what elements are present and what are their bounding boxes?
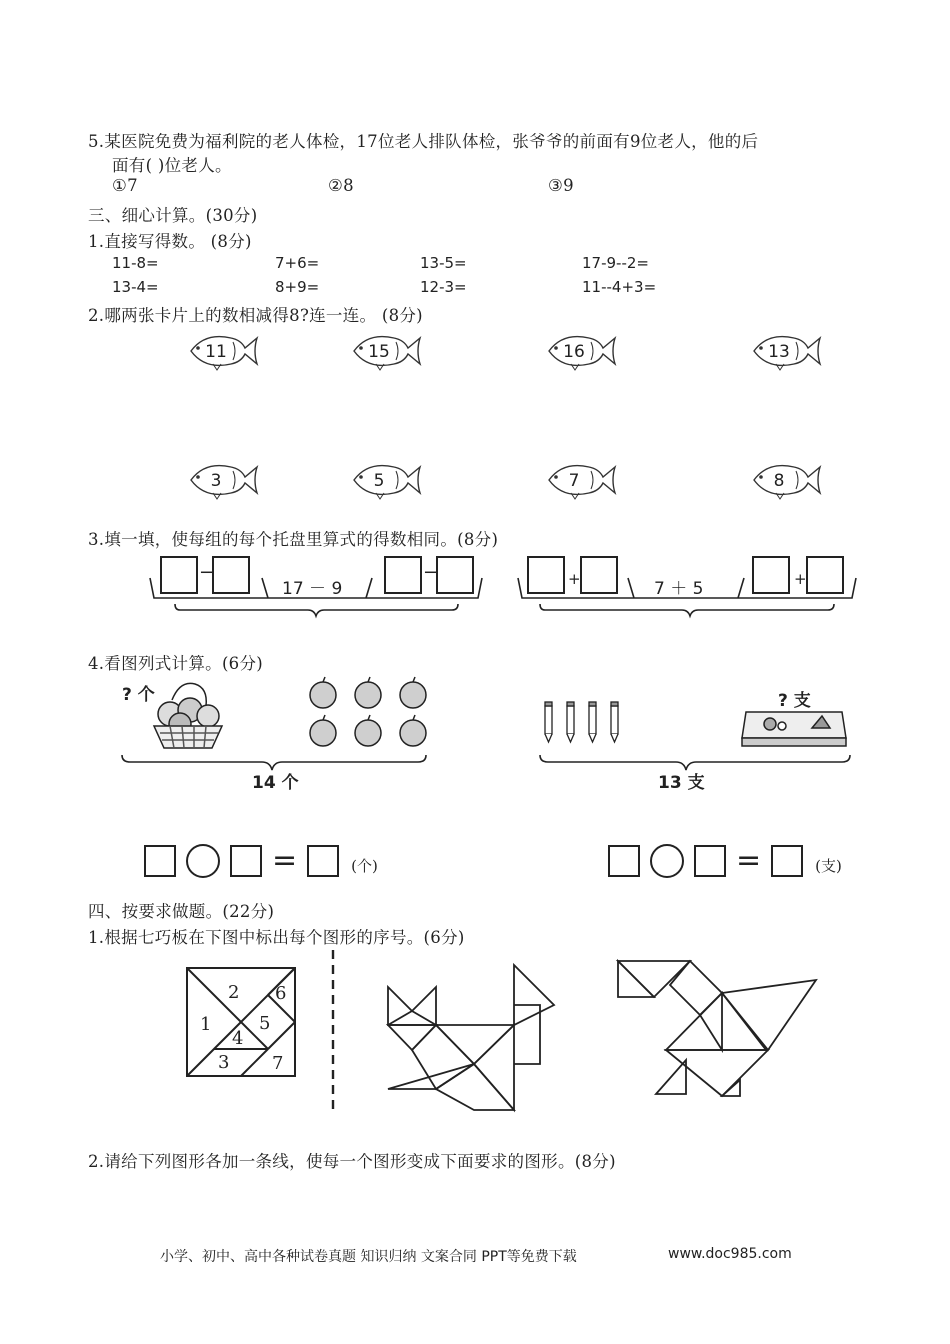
q5-option-1: ①7 — [112, 176, 138, 195]
fish-number-top-2: 15 — [368, 342, 390, 362]
left-question: ? 个 — [122, 685, 155, 705]
eq-right-unit: (支) — [815, 857, 842, 875]
section3-title: 三、细心计算。(30分) — [88, 206, 258, 225]
tray-right-expr: 7 ＋ 5 — [654, 579, 704, 599]
right-question: ? 支 — [778, 691, 811, 711]
q5-option-3: ③9 — [548, 176, 574, 195]
fish-number-top-1: 11 — [205, 342, 227, 362]
tangram-label-7: 7 — [272, 1053, 284, 1074]
eq-right-equals: = — [736, 843, 762, 878]
calc-r2-c3: 12-3= — [420, 278, 467, 296]
fish-number-bottom-3: 7 — [568, 471, 580, 491]
tangram-label-2: 2 — [228, 982, 240, 1003]
q5-option-2: ②8 — [328, 176, 354, 195]
calc-r2-c2: 8+9= — [275, 278, 320, 296]
tangram-label-6: 6 — [275, 983, 287, 1004]
tangram-label-1: 1 — [200, 1014, 212, 1035]
s4-q2-title: 2.请给下列图形各加一条线，使每一个图形变成下面要求的图形。(8分) — [88, 1152, 616, 1171]
s3-q2-title: 2.哪两张卡片上的数相减得8?连一连。 (8分) — [88, 306, 423, 325]
s4-q1-title: 1.根据七巧板在下图中标出每个图形的序号。(6分) — [88, 928, 465, 947]
calc-r1-c4: 17-9--2= — [582, 254, 649, 272]
tray-r3-plus: + — [794, 570, 807, 588]
footer-text: 小学、初中、高中各种试卷真题 知识归纳 文案合同 PPT等免费下载 — [160, 1249, 577, 1265]
tangram-label-3: 3 — [218, 1052, 230, 1073]
tray-r1-plus: + — [568, 570, 581, 588]
s3-q3-title: 3.填一填，使每组的每个托盘里算式的得数相同。(8分) — [88, 530, 499, 549]
eq-left-unit: (个) — [351, 857, 378, 875]
tangram-label-4: 4 — [232, 1028, 244, 1049]
calc-r1-c2: 7+6= — [275, 254, 320, 272]
q5-line2: 面有( )位老人。 — [112, 156, 232, 175]
eq-left-equals: = — [272, 843, 298, 878]
calc-r2-c1: 13-4= — [112, 278, 159, 296]
s3-q4-title: 4.看图列式计算。(6分) — [88, 654, 264, 673]
fish-number-bottom-4: 8 — [773, 471, 785, 491]
footer-url[interactable]: www.doc985.com — [668, 1246, 792, 1262]
tray-left-expr: 17 － 9 — [282, 579, 343, 599]
s3-q1-title: 1.直接写得数。 (8分) — [88, 232, 252, 251]
calc-r2-c4: 11--4+3= — [582, 278, 657, 296]
fish-number-bottom-2: 5 — [373, 471, 385, 491]
fish-number-top-4: 13 — [768, 342, 790, 362]
calc-r1-c3: 13-5= — [420, 254, 467, 272]
tray-l1-minus: − — [199, 562, 215, 583]
left-total: 14 个 — [252, 773, 299, 793]
tangram-label-5: 5 — [259, 1013, 271, 1034]
calc-r1-c1: 11-8= — [112, 254, 159, 272]
q5-line1: 5.某医院免费为福利院的老人体检，17位老人排队体检，张爷爷的前面有9位老人，他的后 — [88, 132, 759, 151]
fish-number-bottom-1: 3 — [210, 471, 222, 491]
right-total: 13 支 — [658, 773, 705, 793]
tray-l3-minus: − — [423, 562, 439, 583]
fish-number-top-3: 16 — [563, 342, 585, 362]
section4-title: 四、按要求做题。(22分) — [88, 902, 275, 921]
